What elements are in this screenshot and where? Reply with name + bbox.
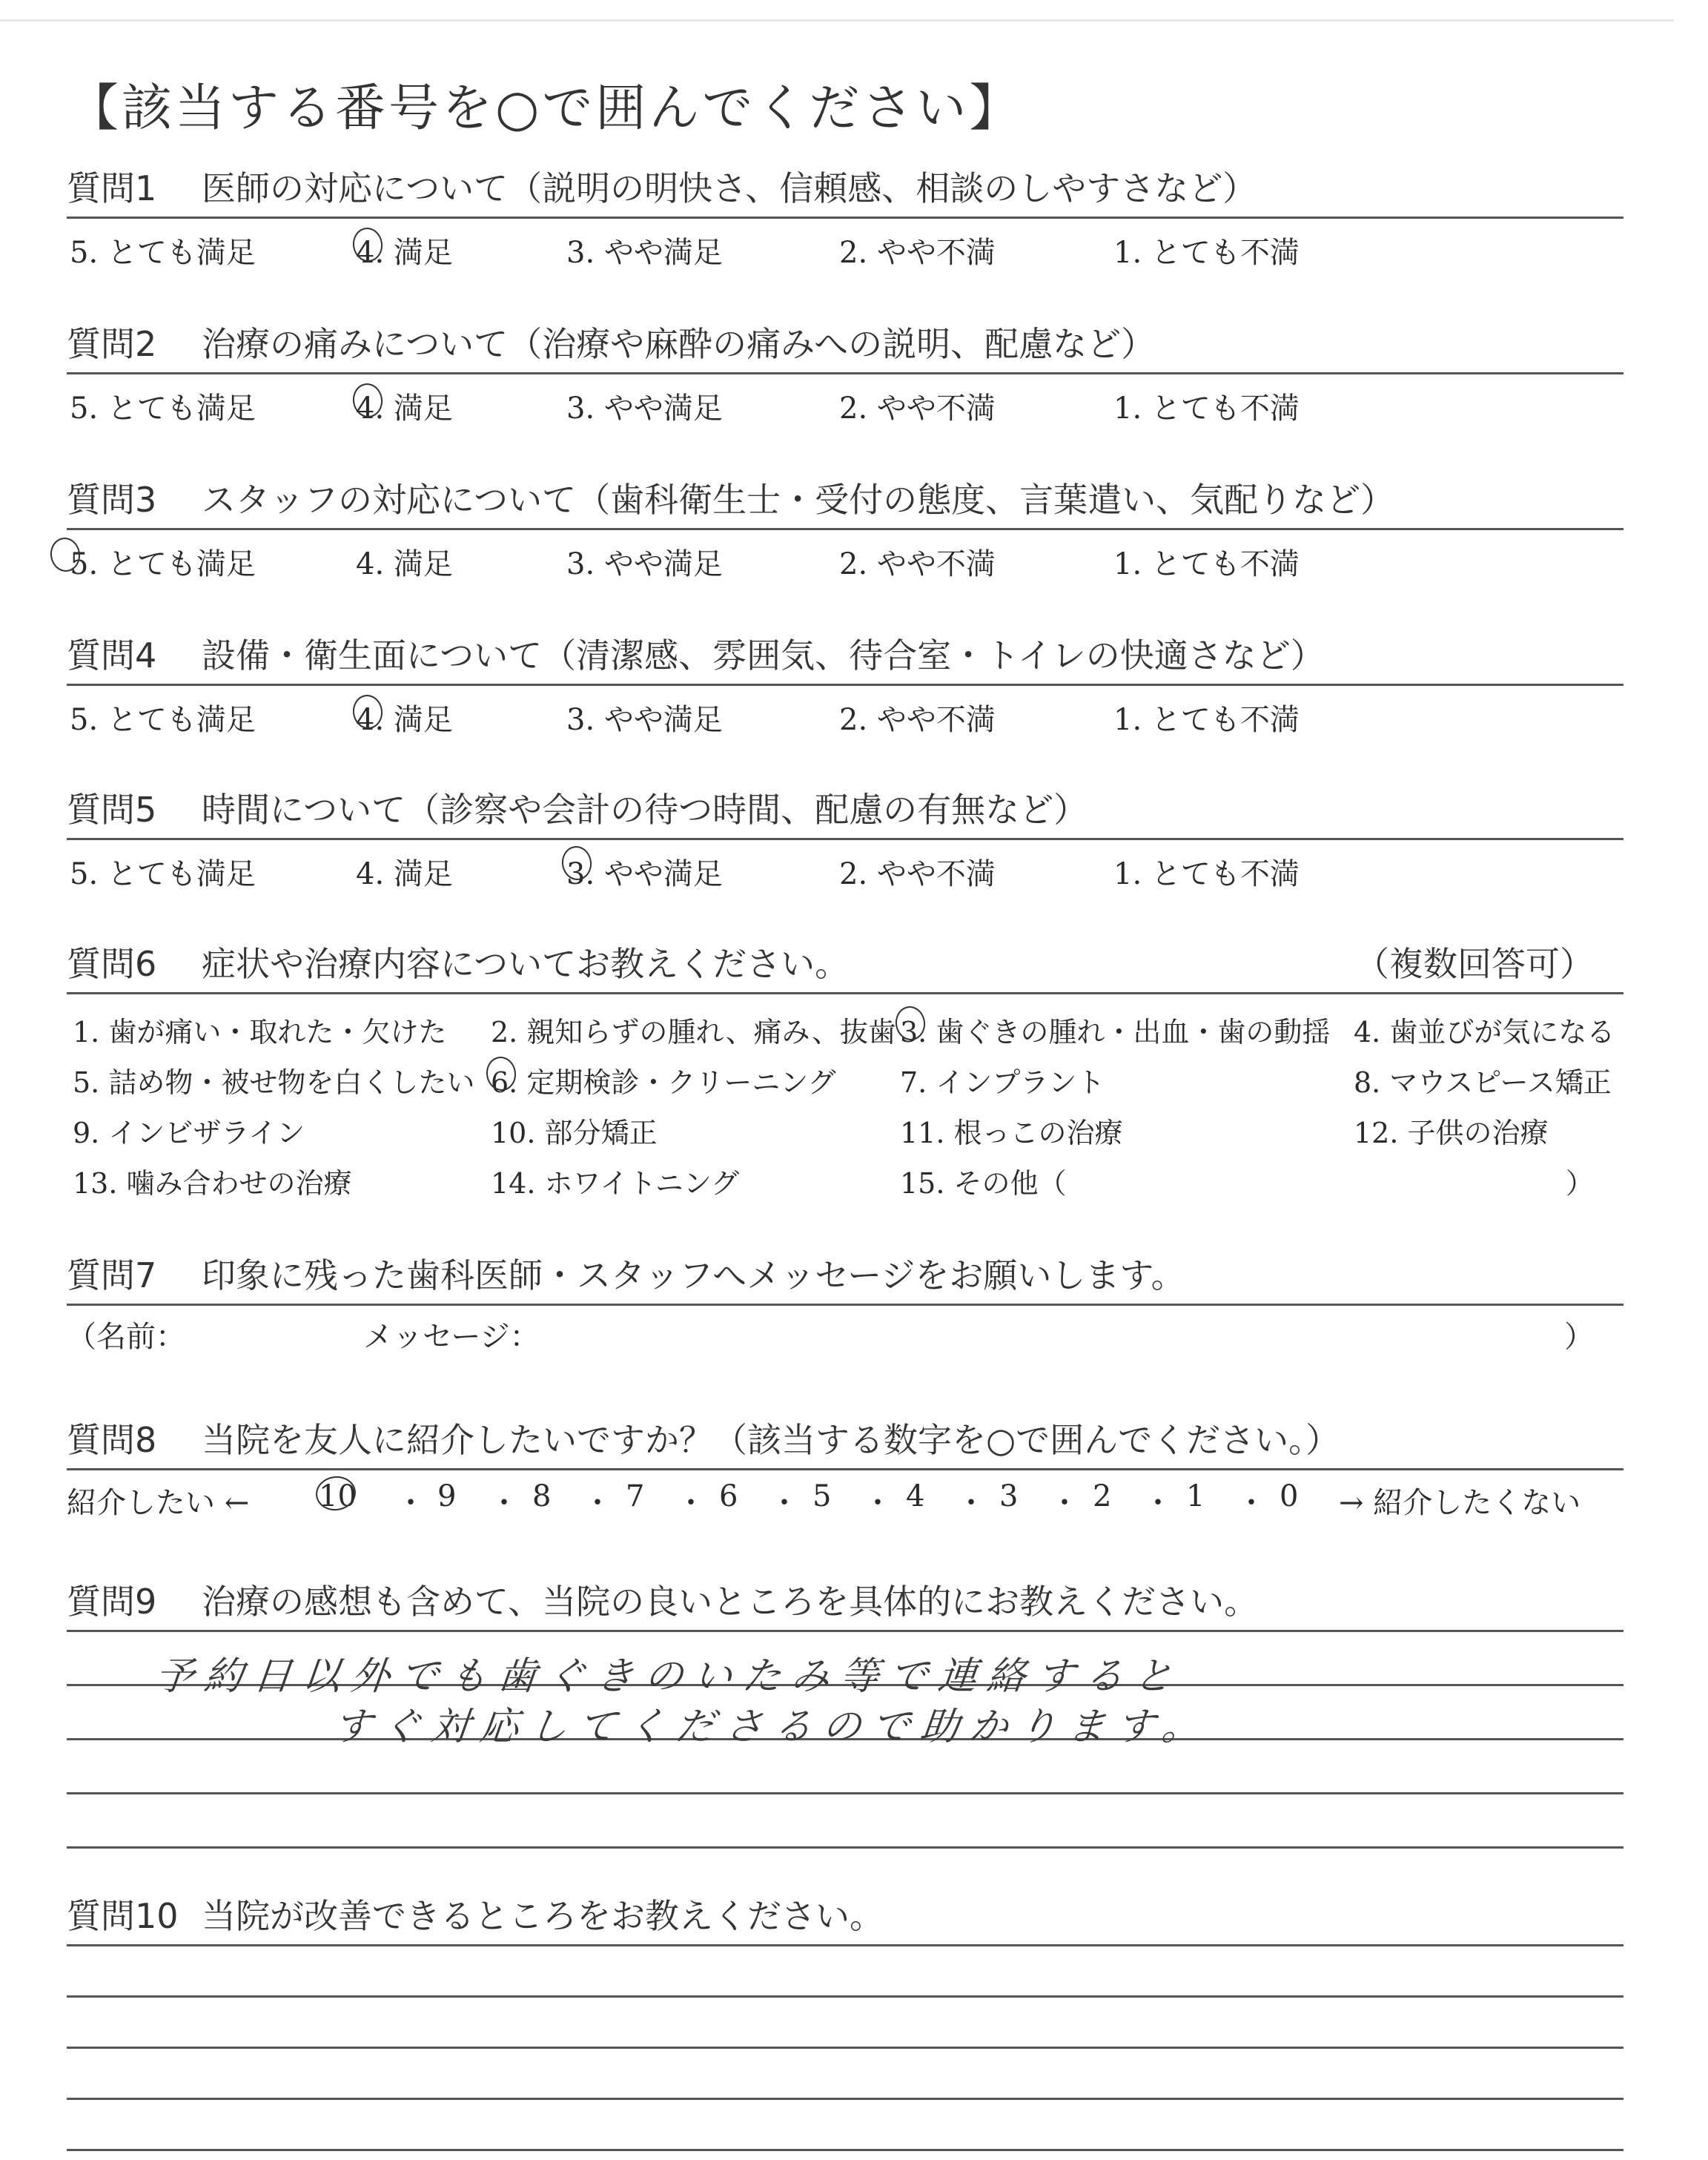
handwritten-answer-line-2: すぐ対応してくださるので助かります。	[331, 1705, 1214, 1749]
rating-options	[67, 219, 1623, 269]
question-number: 質問3	[67, 480, 157, 520]
scale-dot: ・	[956, 1486, 986, 1520]
question-number: 質問2	[67, 324, 157, 364]
scale-right-label: → 紹介したくない	[1339, 1486, 1581, 1520]
message-line	[67, 1306, 1623, 1353]
scale-value[interactable]: 9	[437, 1479, 457, 1513]
symptom-option[interactable]: 7. インプラント	[900, 1066, 1105, 1099]
option-1[interactable]: 1. とても不満	[1113, 703, 1300, 737]
option-5[interactable]: 5. とても満足	[70, 547, 256, 581]
symptom-option[interactable]: 9. インビザライン	[73, 1117, 305, 1149]
question-text: 当院を友人に紹介したいですか？（該当する数字を○で囲んでください。）	[202, 1420, 1340, 1460]
symptom-options	[67, 994, 1623, 1209]
symptom-option[interactable]: 11. 根っこの治療	[900, 1117, 1123, 1149]
scale-dot: ・	[583, 1486, 612, 1520]
symptom-option-other[interactable]: 15. その他（	[900, 1167, 1067, 1200]
scale-dot: ・	[863, 1486, 893, 1520]
scale-dot: ・	[1050, 1486, 1079, 1520]
option-3[interactable]: 3. やや満足	[566, 703, 723, 737]
question-text: 医師の対応について（説明の明快さ、信頼感、相談のしやすさなど）	[202, 168, 1257, 208]
question-1	[67, 156, 1623, 269]
symptom-option[interactable]: 13. 噛み合わせの治療	[73, 1167, 352, 1200]
option-1[interactable]: 1. とても不満	[1113, 857, 1300, 891]
scale-dot: ・	[1237, 1486, 1266, 1520]
scale-dot: ・	[396, 1486, 426, 1520]
question-number: 質問5	[67, 790, 157, 830]
scale-value[interactable]: 1	[1186, 1479, 1205, 1513]
option-3[interactable]: 3. やや満足	[566, 857, 723, 891]
rating-options	[67, 530, 1623, 581]
question-9	[67, 1569, 1623, 1849]
symptom-option[interactable]: 6. 定期検診・クリーニング	[491, 1066, 836, 1099]
question-text: 治療の感想も含めて、当院の良いところを具体的にお教えください。	[202, 1582, 1259, 1622]
scale-value[interactable]: 2	[1093, 1479, 1112, 1513]
option-3[interactable]: 3. やや満足	[566, 547, 723, 581]
scale-value[interactable]: 4	[906, 1479, 925, 1513]
scale-dot: ・	[676, 1486, 706, 1520]
multiple-answer-note: （複数回答可）	[1355, 944, 1594, 984]
option-3[interactable]: 3. やや満足	[566, 236, 723, 270]
question-text: 症状や治療内容についてお教えください。	[202, 944, 850, 984]
scale-left-label: 紹介したい ←	[67, 1486, 250, 1520]
option-2[interactable]: 2. やや不満	[839, 703, 996, 737]
option-4[interactable]: 4. 満足	[356, 547, 453, 581]
symptom-option[interactable]: 3. 歯ぐきの腫れ・出血・歯の動揺	[900, 1016, 1331, 1048]
scale-value[interactable]: 5	[812, 1479, 832, 1513]
scale-dot: ・	[769, 1486, 799, 1520]
option-4[interactable]: 4. 満足	[356, 392, 453, 426]
question-6	[67, 931, 1623, 1209]
symptom-option[interactable]: 10. 部分矯正	[491, 1117, 658, 1149]
scale-value[interactable]: 10	[319, 1479, 357, 1513]
question-5	[67, 777, 1623, 891]
question-text: 治療の痛みについて（治療や麻酔の痛みへの説明、配慮など）	[202, 324, 1156, 364]
handwritten-answer-line-1: 予約日以外でも歯ぐきのいたみ等で連絡すると	[153, 1654, 1185, 1699]
message-close-paren: ）	[1564, 1320, 1594, 1354]
symptom-option[interactable]: 5. 詰め物・被せ物を白くしたい	[73, 1066, 475, 1099]
option-2[interactable]: 2. やや不満	[839, 547, 996, 581]
option-4[interactable]: 4. 満足	[356, 236, 453, 270]
scale-value[interactable]: 3	[999, 1479, 1019, 1513]
option-5[interactable]: 5. とても満足	[70, 236, 256, 270]
answer-line	[67, 1846, 1623, 1849]
question-4	[67, 623, 1623, 736]
question-text: 印象に残った歯科医師・スタッフへメッセージをお願いします。	[202, 1255, 1185, 1295]
recommendation-scale	[67, 1470, 1623, 1522]
question-number: 質問9	[67, 1582, 157, 1622]
option-2[interactable]: 2. やや不満	[839, 236, 996, 270]
symptom-option[interactable]: 8. マウスピース矯正	[1354, 1066, 1612, 1099]
name-label: （名前：	[67, 1320, 185, 1354]
scale-dot: ・	[1143, 1486, 1173, 1520]
rating-options	[67, 374, 1623, 425]
question-number: 質問10	[67, 1896, 179, 1936]
option-5[interactable]: 5. とても満足	[70, 857, 256, 891]
page-title: 【該当する番号を○で囲んでください】	[68, 79, 1023, 138]
scale-dot: ・	[489, 1486, 519, 1520]
option-3[interactable]: 3. やや満足	[566, 392, 723, 426]
rating-options	[67, 686, 1623, 736]
other-close-paren: ）	[1565, 1167, 1594, 1200]
option-1[interactable]: 1. とても不満	[1113, 236, 1300, 270]
option-2[interactable]: 2. やや不満	[839, 857, 996, 891]
message-label: メッセージ：	[363, 1320, 540, 1354]
scale-value[interactable]: 0	[1280, 1479, 1299, 1513]
answer-line	[67, 2149, 1623, 2151]
symptom-option[interactable]: 14. ホワイトニング	[491, 1167, 740, 1200]
scale-value[interactable]: 7	[626, 1479, 645, 1513]
symptom-option[interactable]: 12. 子供の治療	[1354, 1117, 1549, 1149]
scale-value[interactable]: 6	[719, 1479, 738, 1513]
option-5[interactable]: 5. とても満足	[70, 392, 256, 426]
rating-options	[67, 840, 1623, 891]
symptom-option[interactable]: 4. 歯並びが気になる	[1354, 1016, 1615, 1048]
question-8	[67, 1407, 1623, 1522]
option-1[interactable]: 1. とても不満	[1113, 547, 1300, 581]
question-text: 当院が改善できるところをお教えください。	[202, 1896, 884, 1936]
question-10	[67, 1883, 1623, 2151]
question-number: 質問6	[67, 944, 157, 984]
question-text: 設備・衛生面について（清潔感、雰囲気、待合室・トイレの快適さなど）	[202, 635, 1325, 676]
symptom-option[interactable]: 2. 親知らずの腫れ、痛み、抜歯	[491, 1016, 896, 1048]
option-1[interactable]: 1. とても不満	[1113, 392, 1300, 426]
question-number: 質問8	[67, 1420, 157, 1460]
option-5[interactable]: 5. とても満足	[70, 703, 256, 737]
question-number: 質問1	[67, 168, 157, 208]
symptom-option[interactable]: 1. 歯が痛い・取れた・欠けた	[73, 1016, 447, 1048]
question-text: スタッフの対応について（歯科衛生士・受付の態度、言葉遣い、気配りなど）	[202, 480, 1395, 520]
option-4[interactable]: 4. 満足	[356, 703, 453, 737]
question-7	[67, 1243, 1623, 1353]
top-edge-line	[0, 19, 1674, 22]
question-number: 質問4	[67, 635, 157, 676]
question-text: 時間について（診察や会計の待つ時間、配慮の有無など）	[202, 790, 1088, 830]
option-4[interactable]: 4. 満足	[356, 857, 453, 891]
option-2[interactable]: 2. やや不満	[839, 392, 996, 426]
question-number: 質問7	[67, 1255, 157, 1295]
question-2	[67, 311, 1623, 425]
scale-value[interactable]: 8	[532, 1479, 552, 1513]
question-3	[67, 467, 1623, 581]
